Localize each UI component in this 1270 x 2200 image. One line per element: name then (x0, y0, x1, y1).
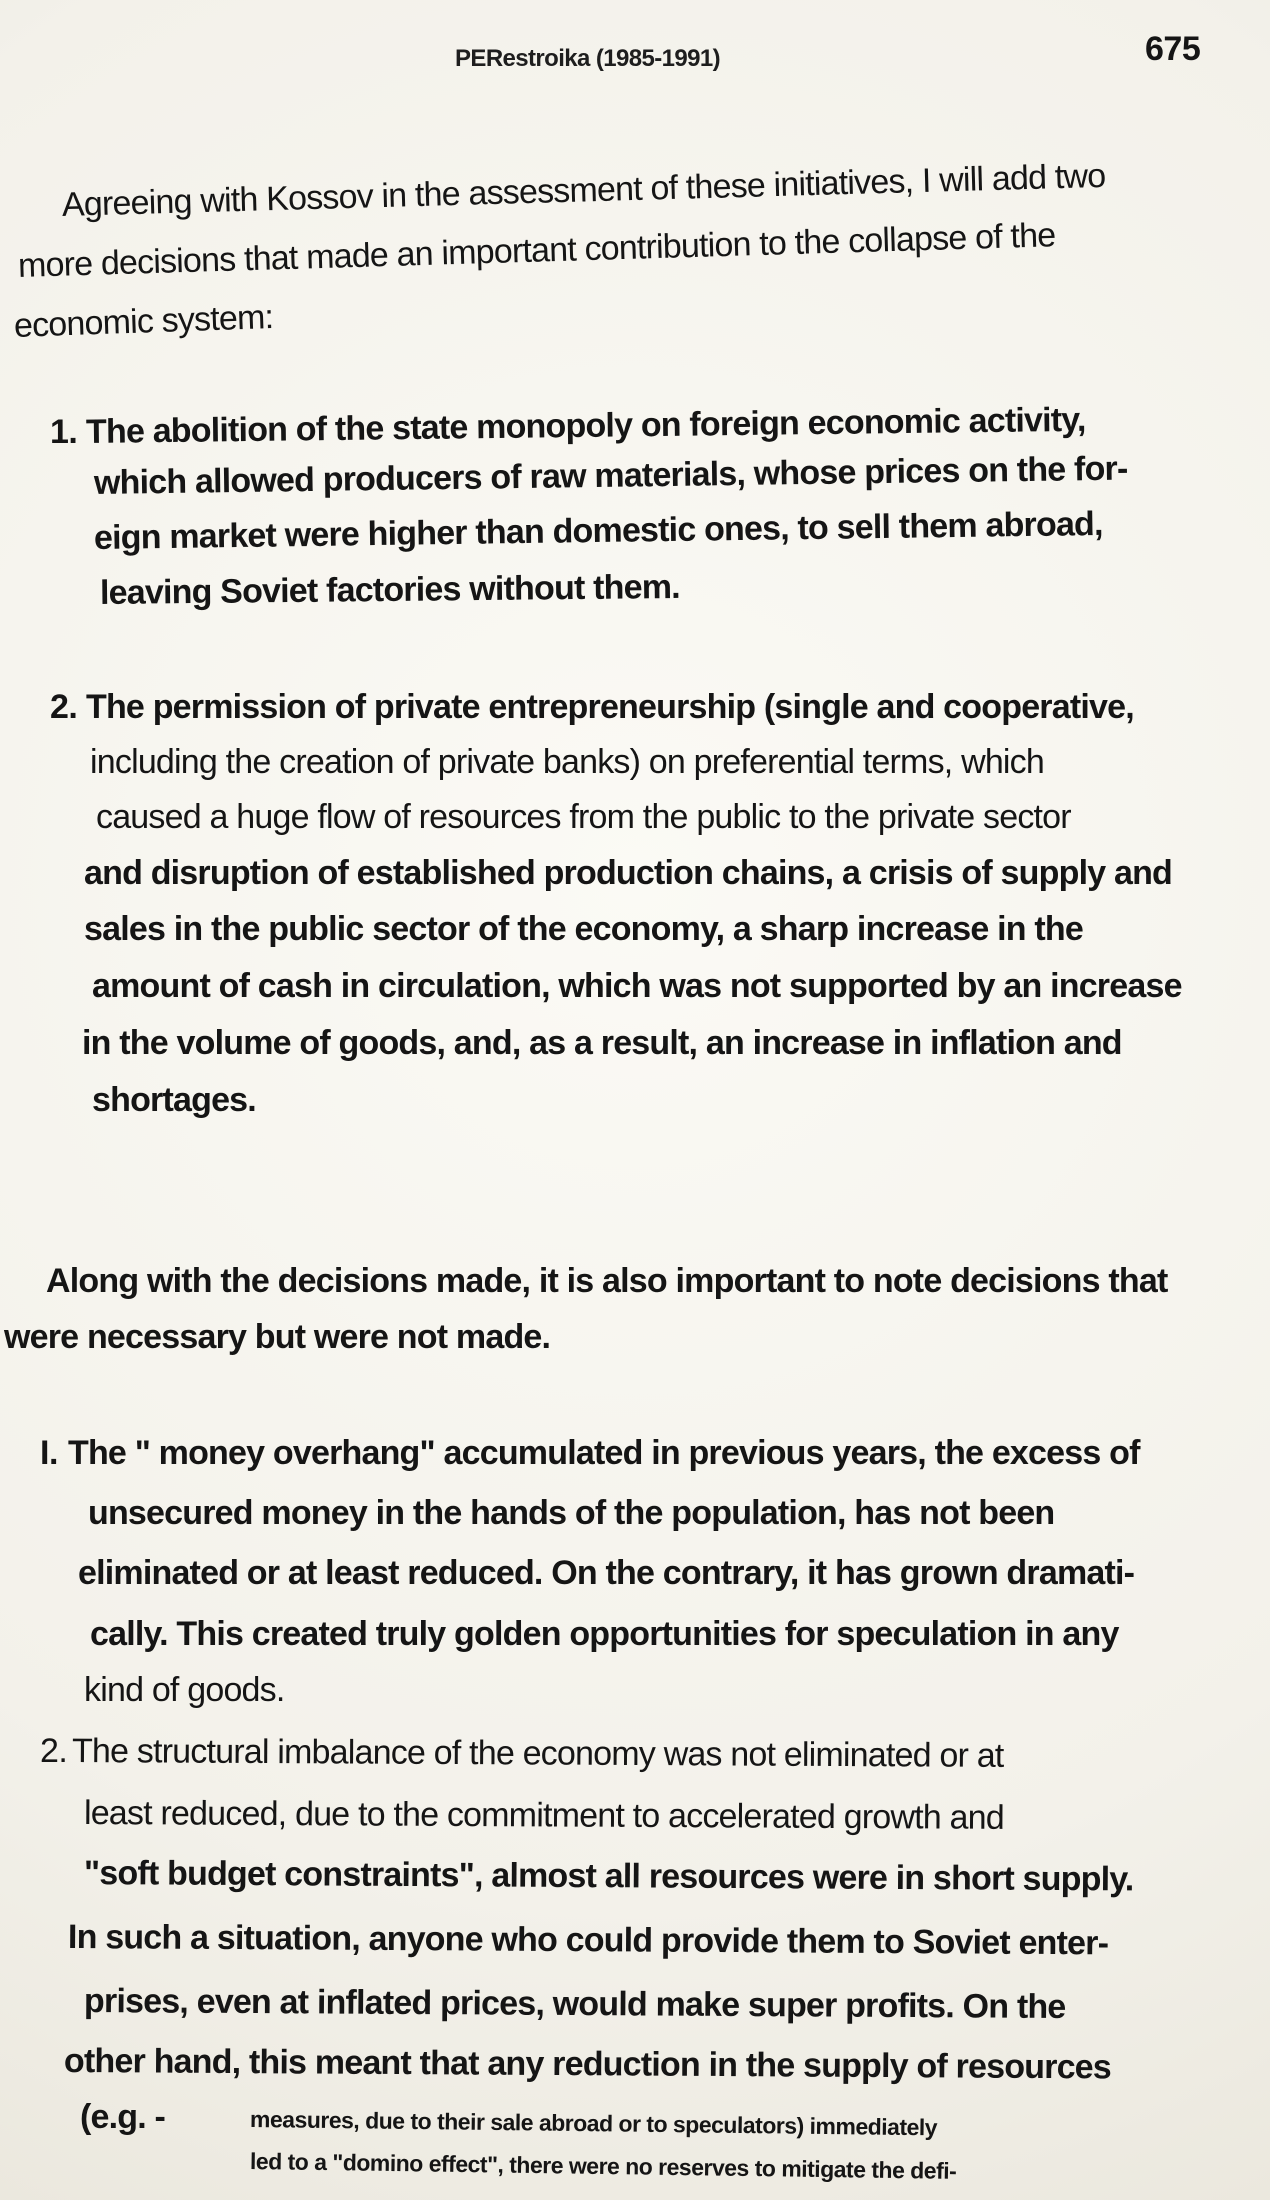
decision-2-line-7: in the volume of goods, and, as a result, an increase in inflation and (82, 1024, 1122, 1062)
not-made-2-line-5: prises, even at inflated prices, would make super profits. On the (83, 1982, 1066, 2026)
decision-2-line-1: The permission of private entrepreneurship (single and cooperative, (86, 688, 1134, 726)
not-made-2-line-3: "soft budget constraints", almost all resources were in short supply. (83, 1854, 1134, 1899)
decision-2-line-5: sales in the public sector of the economy, a sharp increase in the (84, 910, 1083, 948)
decision-2-number: 2. (50, 688, 78, 726)
not-made-1-number: I. (40, 1434, 58, 1472)
not-made-1-line-1: The " money overhang" accumulated in previous years, the excess of (68, 1434, 1140, 1472)
decision-2-line-2: including the creation of private banks) on preferential terms, which (90, 743, 1044, 781)
intro-line-3: economic system: (13, 297, 274, 345)
not-made-2-number: 2. (40, 1732, 68, 1770)
not-made-1-line-2: unsecured money in the hands of the population, has not been (88, 1494, 1055, 1532)
decision-2-line-6: amount of cash in circulation, which was not supported by an increase (92, 967, 1182, 1005)
not-made-1-line-5: kind of goods. (84, 1671, 285, 1709)
transition-line-1: Along with the decisions made, it is also important to note decisions that (46, 1262, 1168, 1300)
page-number: 675 (1145, 30, 1201, 68)
decision-2-line-3: caused a huge flow of resources from the public to the private sector (96, 798, 1071, 836)
decision-2-line-4: and disruption of established production chains, a crisis of supply and (84, 854, 1173, 892)
intro-line-2: more decisions that made an important contribution to the collapse of the (17, 216, 1056, 285)
transition-line-2: were necessary but were not made. (4, 1318, 551, 1356)
not-made-2-line-1: The structural imbalance of the economy was not eliminated or at (71, 1732, 1004, 1775)
decision-1-line-4: leaving Soviet factories without them. (99, 567, 680, 612)
not-made-2-line-7: (e.g. - (80, 2098, 166, 2136)
not-made-2-line-4: In such a situation, anyone who could provide them to Soviet enter- (67, 1918, 1109, 1963)
decision-1-line-2: which allowed producers of raw materials, whose prices on the for- (93, 449, 1128, 502)
not-made-2-line-6: other hand, this meant that any reduction in the supply of resources (63, 2042, 1112, 2087)
not-made-2-small-line-1: measures, due to their sale abroad or to speculators) immediately (249, 2106, 938, 2141)
not-made-1-line-4: cally. This created truly golden opportunities for speculation in any (90, 1615, 1119, 1653)
not-made-2-small-line-2: led to a "domino effect", there were no reserves to mitigate the defi- (249, 2148, 957, 2184)
decision-1-line-3: eign market were higher than domestic ones, to sell them abroad, (93, 504, 1103, 557)
not-made-1-line-3: eliminated or at least reduced. On the contrary, it has grown dramati- (78, 1554, 1135, 1592)
not-made-2-line-2: least reduced, due to the commitment to accelerated growth and (83, 1794, 1005, 1837)
intro-line-1: Agreeing with Kossov in the assessment of these initiatives, I will add two (61, 156, 1106, 224)
decision-1-number: 1. (50, 413, 78, 451)
decision-2-line-8: shortages. (92, 1081, 256, 1119)
decision-1-line-1: The abolition of the state monopoly on foreign economic activity, (85, 400, 1086, 451)
running-header-title: PERestroika (1985-1991) (455, 45, 721, 72)
